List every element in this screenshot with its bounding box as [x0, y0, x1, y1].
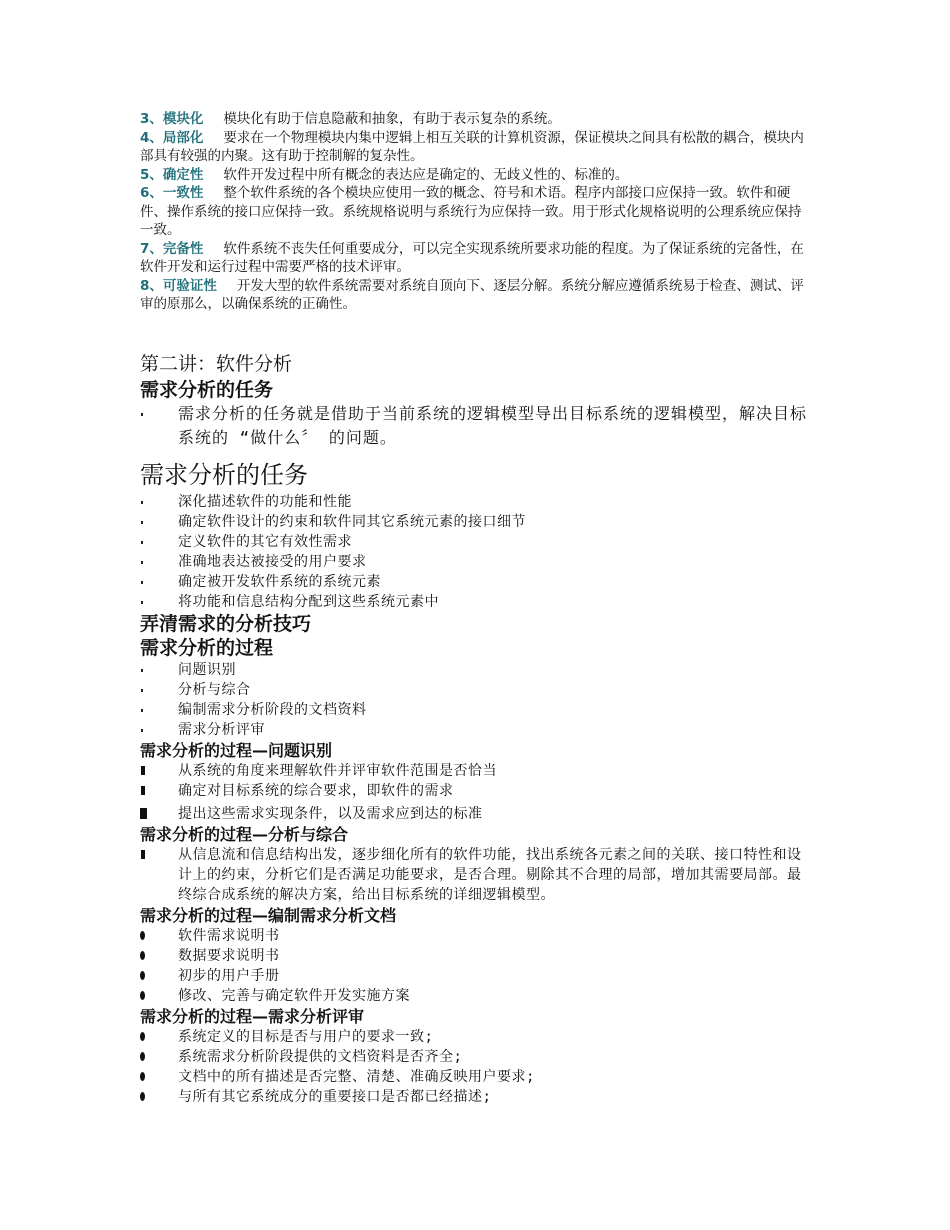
list-item-text: 确定对目标系统的综合要求，即软件的需求: [178, 782, 454, 799]
list-item: [140, 946, 810, 966]
list-item: [140, 592, 810, 612]
list-item-text: 准确地表达被接受的用户要求: [178, 553, 367, 570]
principle-text: 软件系统不丧失任何重要成分，可以完全实现系统所要求功能的程度。为了保证系统的完备性，在软件开发和运行过程中需要严格的技术评审。: [140, 240, 804, 275]
list-item-text: 确定被开发软件系统的系统元素: [178, 573, 381, 590]
task-intro-list: [140, 402, 810, 450]
principle-consistency: [140, 184, 810, 240]
list-item: [140, 1027, 810, 1047]
principle-modularity: [140, 110, 810, 129]
principle-text: 要求在一个物理模块内集中逻辑上相互关联的计算机资源，保证模块之间具有松散的耦合，模块内部具有较强的内聚。这有助于控制解的复杂性。: [140, 129, 804, 164]
list-item-text: 修改、完善与确定软件开发实施方案: [178, 987, 410, 1004]
document-page: [140, 110, 810, 1107]
list-item: [140, 966, 810, 986]
principle-text: 模块化有助于信息隐蔽和抽象，有助于表示复杂的系统。: [223, 111, 561, 127]
list-item-text: 深化描述软件的功能和性能: [178, 493, 352, 510]
principle-term: 7、完备性: [140, 240, 204, 257]
list-item-text: 数据要求说明书: [178, 947, 280, 964]
review-items-list: [140, 1027, 810, 1107]
list-item: [140, 532, 810, 552]
process-heading: 需求分析的过程: [140, 636, 274, 659]
list-item-text: 分析与综合: [178, 681, 251, 698]
list-item: [140, 986, 810, 1006]
list-item: [140, 680, 810, 700]
task-heading: 需求分析的任务: [140, 378, 274, 401]
identify-heading: 需求分析的过程—问题识别: [140, 740, 333, 760]
list-item-text: 从信息流和信息结构出发，逐步细化所有的软件功能，找出系统各元素之间的关联、接口特性和设计上的约束，分析它们是否满足功能要求，是否合理。剔除其不合理的局部，增加其需要局部。最终综合成系统的解决方案，给出目标系统的详细逻辑模型。: [178, 846, 802, 903]
list-item: [140, 1087, 810, 1107]
list-item-text: 与所有其它系统成分的重要接口是否都已经描述;: [178, 1088, 492, 1105]
review-heading: 需求分析的过程—需求分析评审: [140, 1006, 365, 1026]
list-item: [140, 492, 810, 512]
task-heading-2: 需求分析的任务: [140, 460, 308, 489]
list-item: [140, 1067, 810, 1087]
list-item-text: 系统需求分析阶段提供的文档资料是否齐全;: [178, 1048, 463, 1065]
list-item-text: 问题识别: [178, 661, 236, 678]
principle-term: 4、局部化: [140, 129, 204, 146]
principle-localization: [140, 129, 810, 166]
list-item-text: 系统定义的目标是否与用户的要求一致;: [178, 1028, 434, 1045]
list-item: [140, 1047, 810, 1067]
task-items-list: [140, 492, 810, 612]
principle-term: 5、确定性: [140, 166, 204, 183]
synthesis-items-list: [140, 845, 810, 905]
lecture-title: 第二讲：软件分析: [140, 352, 293, 375]
document-heading: 需求分析的过程—编制需求分析文档: [140, 905, 397, 925]
identify-items-list: [140, 761, 810, 824]
list-item: [140, 512, 810, 532]
list-item: [140, 660, 810, 680]
principle-completeness: [140, 240, 810, 277]
list-item: [140, 720, 810, 740]
task-intro-text: 需求分析的任务就是借助于当前系统的逻辑模型导出目标系统的逻辑模型，解决目标系统的 “做什么〞 的问题。: [178, 403, 808, 447]
list-item: [140, 402, 810, 450]
list-item-text: 将功能和信息结构分配到这些系统元素中: [178, 593, 439, 610]
list-item-text: 提出这些需求实现条件，以及需求应到达的标准: [178, 805, 483, 822]
list-item: [140, 572, 810, 592]
process-items-list: [140, 660, 810, 740]
list-item-text: 编制需求分析阶段的文档资料: [178, 701, 367, 718]
principle-term: 3、模块化: [140, 111, 204, 127]
list-item-text: 软件需求说明书: [178, 927, 280, 944]
list-item-text: 需求分析评审: [178, 721, 265, 738]
technique-heading: 弄清需求的分析技巧: [140, 612, 312, 635]
list-item: [140, 926, 810, 946]
list-item: [140, 781, 810, 801]
document-items-list: [140, 926, 810, 1006]
list-item-text: 确定软件设计的约束和软件同其它系统元素的接口细节: [178, 513, 526, 530]
principle-determinacy: [140, 166, 810, 185]
list-item-text: 文档中的所有描述是否完整、清楚、准确反映用户要求;: [178, 1068, 535, 1085]
principle-term: 8、可验证性: [140, 277, 217, 294]
principle-verifiability: [140, 277, 810, 314]
list-item: [140, 804, 810, 824]
list-item-text: 从系统的角度来理解软件并评审软件范围是否恰当: [178, 762, 497, 779]
list-item-text: 初步的用户手册: [178, 967, 280, 984]
principle-text: 开发大型的软件系统需要对系统自顶向下、逐层分解。系统分解应遵循系统易于检查、测试、评审的原那么，以确保系统的正确性。: [140, 277, 804, 312]
principle-text: 软件开发过程中所有概念的表达应是确定的、无歧义性的、标准的。: [223, 166, 629, 183]
list-item: [140, 700, 810, 720]
principle-text: 整个软件系统的各个模块应使用一致的概念、符号和术语。程序内部接口应保持一致。软件和硬件、操作系统的接口应保持一致。系统规格说明与系统行为应保持一致。用于形式化规格说明的公理系统应保持一致。: [140, 185, 802, 238]
list-item: [140, 845, 810, 905]
list-item-text: 定义软件的其它有效性需求: [178, 533, 352, 550]
list-item: [140, 761, 810, 781]
synthesis-heading: 需求分析的过程—分析与综合: [140, 824, 349, 844]
list-item: [140, 552, 810, 572]
principle-term: 6、一致性: [140, 185, 204, 201]
